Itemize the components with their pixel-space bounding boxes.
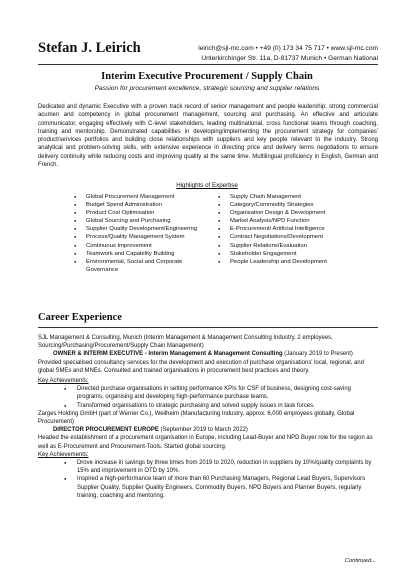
list-item: ● Budget Spend Administration bbox=[74, 201, 204, 209]
role-1-title: OWNER & INTERIM EXECUTIVE - Interim Management & Management Consulting bbox=[53, 351, 283, 358]
career-divider bbox=[38, 327, 378, 328]
list-item: ● Transformed organisations to strategic purchasing and solved supply issues in task forces. bbox=[38, 402, 378, 410]
role-1-description: Provided specialised consultancy services for the development and execution of purchase organisations' local, regional, and global SMEs and MNEs. Consulted and trained organisations in procurement best practices and theory. bbox=[38, 359, 364, 374]
continued-note: Continued... bbox=[344, 558, 376, 564]
list-item: ● Supplier Relations/Evaluation bbox=[218, 242, 368, 250]
list-item: ● Market Analysis/NPD Function bbox=[218, 217, 368, 225]
header-divider bbox=[38, 64, 378, 65]
list-item: ● Teamwork and Capability Building bbox=[74, 250, 204, 258]
role-1-achievements-label: Key Achievements: bbox=[38, 378, 89, 385]
list-item: ● Environmental, Social and Corporate Governance bbox=[74, 258, 204, 274]
career-heading: Career Experience bbox=[38, 312, 122, 323]
contact-info bbox=[158, 44, 378, 63]
list-item: ● E-Procurement/ Artificial Intelligence bbox=[218, 225, 368, 233]
highlights-list-left bbox=[74, 193, 204, 274]
role-2-achievements-label: Key Achievements: bbox=[38, 451, 89, 458]
list-item: ● Stakeholder Engagement bbox=[218, 250, 368, 258]
list-item: ● Supply Chain Management bbox=[218, 193, 368, 201]
role-1-dates: (January 2019 to Present) bbox=[282, 351, 353, 358]
role-2-dates: (September 2019 to March 2022) bbox=[158, 427, 248, 434]
headline-title: Interim Executive Procurement / Supply Chain bbox=[101, 71, 313, 82]
list-item: ● Contract Negotiations/Development bbox=[218, 233, 368, 241]
role-2-title: DIRECTOR PROCUREMENT EUROPE bbox=[53, 427, 159, 434]
career-section bbox=[38, 334, 378, 500]
contact-line-email-phone-web: leirich@sjl-mc.com • +49 (0) 173 34 75 717 • www.sjl-mc.com bbox=[198, 45, 378, 52]
contact-line-address: Unterkirchinger Str. 11a, D-81737 Munich • German National bbox=[201, 54, 378, 62]
list-item: ● Category/Commodity Strategies bbox=[218, 201, 368, 209]
list-item: ● Supplier Quality Development/Engineering bbox=[74, 225, 204, 233]
list-item: ● Directed purchase organisations in setting performance KPIs for CSF of business, designing cost-saving programs, organising and developing high-performance purchase teams. bbox=[38, 385, 378, 401]
list-item: ● Organisation Design & Development bbox=[218, 209, 368, 217]
list-item: ● Drove increase in savings by three times from 2019 to 2020, reduction in suppliers by 10%/quality complaints by 15% and improvement in OTD by 10%. bbox=[38, 459, 378, 475]
role-2-heading bbox=[38, 426, 378, 434]
list-item: ● Continuous Improvement bbox=[74, 242, 204, 250]
role-2-achievements bbox=[38, 459, 378, 500]
list-item: ● Global Sourcing and Purchasing bbox=[74, 217, 204, 225]
list-item: ● Product Cost Optimisation bbox=[74, 209, 204, 217]
candidate-name: Stefan J. Leirich bbox=[38, 40, 141, 56]
headline-tagline: Passion for procurement excellence, strategic sourcing and supplier relations bbox=[94, 85, 320, 92]
highlights-list-right bbox=[218, 193, 368, 266]
role-2-description: Headed the establishment of a procurement organisation in Europe, including Lead-Buyer and NPD Buyer role for the region as well as E-Procurement and Procurement-Tools. Started global sourcing. bbox=[38, 435, 373, 450]
list-item: ● People Leadership and Development bbox=[218, 258, 368, 266]
list-item: ● Inspired a high-performance team of more than 60 Purchasing Managers, Regional Lead Buyers, Supervisors Supplier Quality, Supplier Quality Engineers, Commodity Buyers, NPD Buyers and Planner Buyers, regularly training, coaching and mentoring. bbox=[38, 475, 378, 500]
company-1: SJL Management & Consulting, Munich (Interim Management & Management Consulting Industry, 2 employees, Sourcing/Purchasing/Procurement/Supply Chain Management) bbox=[38, 335, 333, 350]
list-item: ● Process/Quality Management System bbox=[74, 233, 204, 241]
role-1-achievements bbox=[38, 385, 378, 410]
role-1-heading bbox=[38, 350, 378, 358]
highlights-title: Highlights of Expertise bbox=[176, 182, 238, 189]
company-2: Zarges Holding GmbH (part of Werner Co.), Weilheim (Manufacturing Industry, approx. 6,000 employees globally, Global Procurement) bbox=[38, 410, 355, 426]
list-item: ● Global Procurement Management bbox=[74, 193, 204, 201]
profile-summary: Dedicated and dynamic Executive with a proven track record of senior management and people leadership; strong commercial acumen and competency in global procurement management, sourcing and purchasing. An effective and articulate communicator, engaging effectively with C-level stakeholders, leading multinational, cross functional teams through coaching, training and mentorship. Demonstrated capabilities in developing/implementing the procurement strategy for companies' product/services portfolios and building close relationships with suppliers and key people relevant to the industry. Strong analytical and problem-solving skills, with extensive experience in directing price and delivery terms negotiations to ensure delivery continuity while reducing costs and improving quality at the same time. Multilingual proficiency in English, German and French. bbox=[38, 104, 378, 169]
